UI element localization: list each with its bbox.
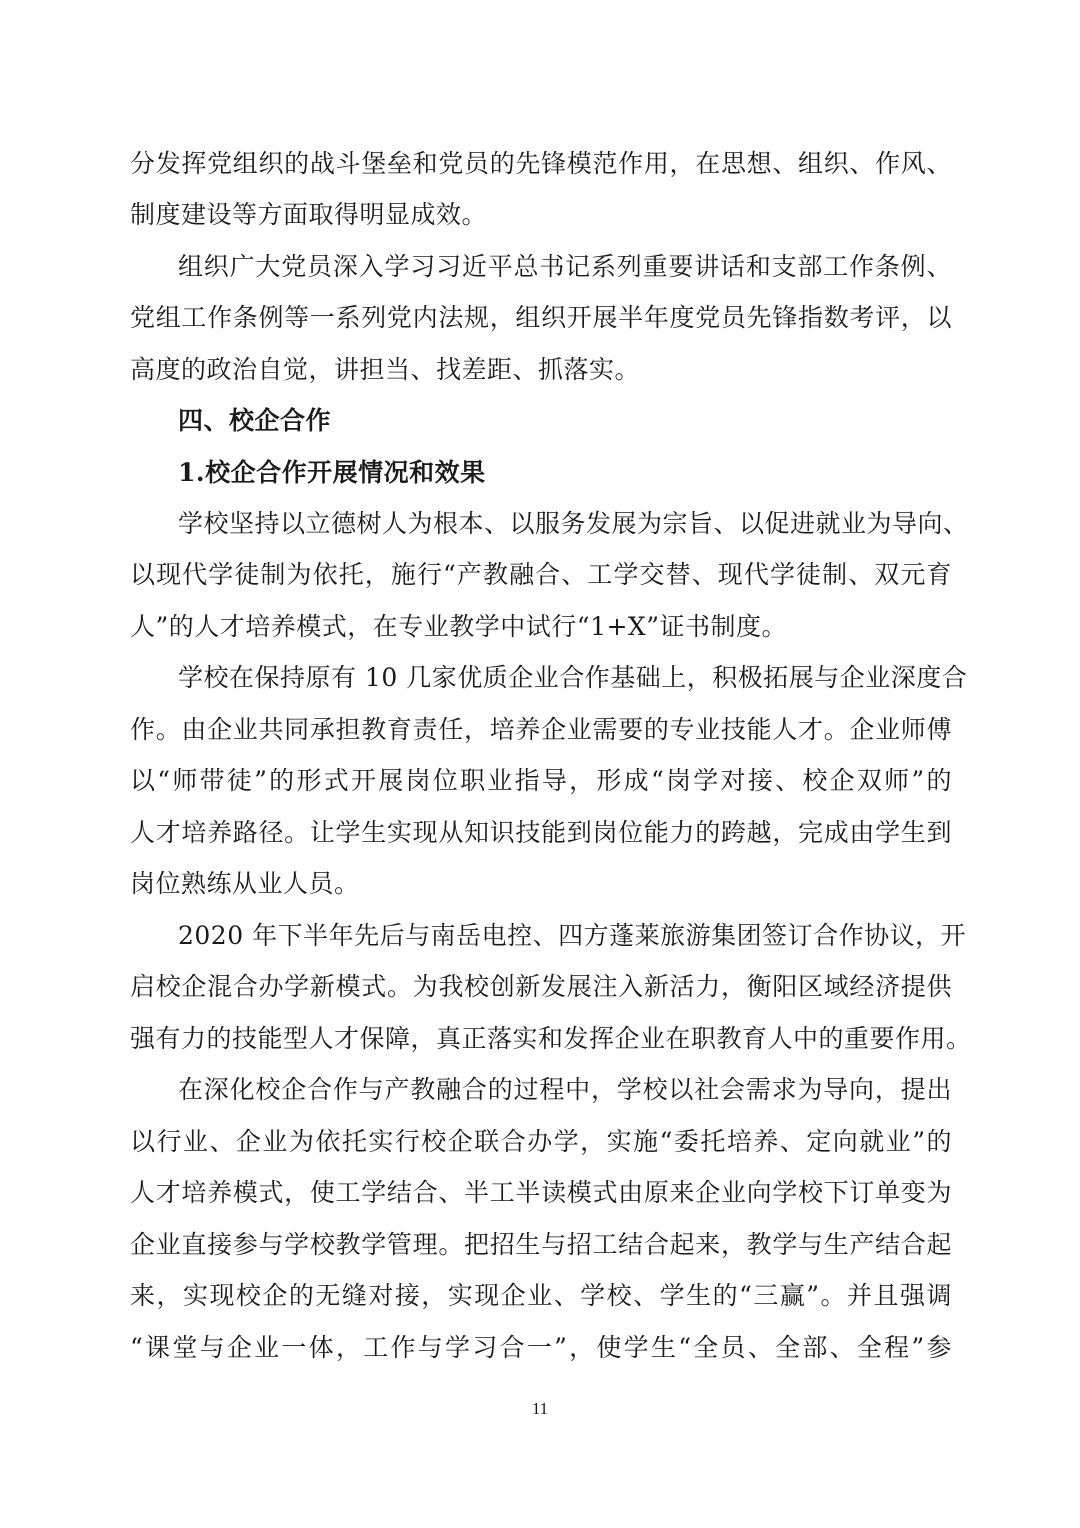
body-text-line: 人才培养路径。让学生实现从知识技能到岗位能力的跨越，完成由学生到: [130, 818, 952, 847]
body-text-line: 来，实现校企的无缝对接，实现企业、学校、学生的“三赢”。并且强调: [130, 1281, 952, 1310]
subsection-heading: 1.校企合作开展情况和效果: [178, 458, 486, 487]
body-text-line: 学校在保持原有 10 几家优质企业合作基础上，积极拓展与企业深度合: [178, 663, 968, 692]
body-text-line: 组织广大党员深入学习习近平总书记系列重要讲话和支部工作条例、: [178, 252, 952, 281]
body-text-line: 作。由企业共同承担教育责任，培养企业需要的专业技能人才。企业师傅: [130, 715, 952, 744]
body-text-line: 以“师带徒”的形式开展岗位职业指导，形成“岗学对接、校企双师”的: [130, 766, 952, 795]
body-text-line: 党组工作条例等一系列党内法规，组织开展半年度党员先锋指数考评，以: [130, 303, 952, 332]
body-text-line: 岗位熟练从业人员。: [130, 869, 360, 898]
body-text-line: 以行业、企业为依托实行校企联合办学，实施“委托培养、定向就业”的: [130, 1127, 952, 1156]
body-text-line: 学校坚持以立德树人为根本、以服务发展为宗旨、以促进就业为导向、: [178, 509, 969, 538]
body-text-line: 强有力的技能型人才保障，真正落实和发挥企业在职教育人中的重要作用。: [130, 1024, 972, 1053]
body-text-line: 企业直接参与学校教学管理。把招生与招工结合起来，教学与生产结合起: [130, 1230, 952, 1259]
body-text-line: 人”的人才培养模式，在专业教学中试行“1+X”证书制度。: [130, 612, 787, 641]
body-text-line: 启校企混合办学新模式。为我校创新发展注入新活力，衡阳区域经济提供: [130, 972, 952, 1001]
body-text-line: 人才培养模式，使工学结合、半工半读模式由原来企业向学校下订单变为: [130, 1178, 952, 1207]
body-text-line: 在深化校企合作与产教融合的过程中，学校以社会需求为导向，提出: [178, 1075, 952, 1104]
body-text-line: 制度建设等方面取得明显成效。: [130, 200, 488, 229]
body-text-line: “课堂与企业一体，工作与学习合一”，使学生“全员、全部、全程”参: [130, 1333, 952, 1362]
body-text-line: 2020 年下半年先后与南岳电控、四方蓬莱旅游集团签订合作协议，开: [178, 921, 967, 950]
section-heading: 四、校企合作: [178, 406, 332, 435]
body-text-line: 分发挥党组织的战斗堡垒和党员的先锋模范作用，在思想、组织、作风、: [130, 149, 952, 178]
page-number: 11: [531, 1399, 549, 1418]
body-text-line: 高度的政治自觉，讲担当、找差距、抓落实。: [130, 355, 641, 384]
body-text-line: 以现代学徒制为依托，施行“产教融合、工学交替、现代学徒制、双元育: [130, 560, 952, 589]
